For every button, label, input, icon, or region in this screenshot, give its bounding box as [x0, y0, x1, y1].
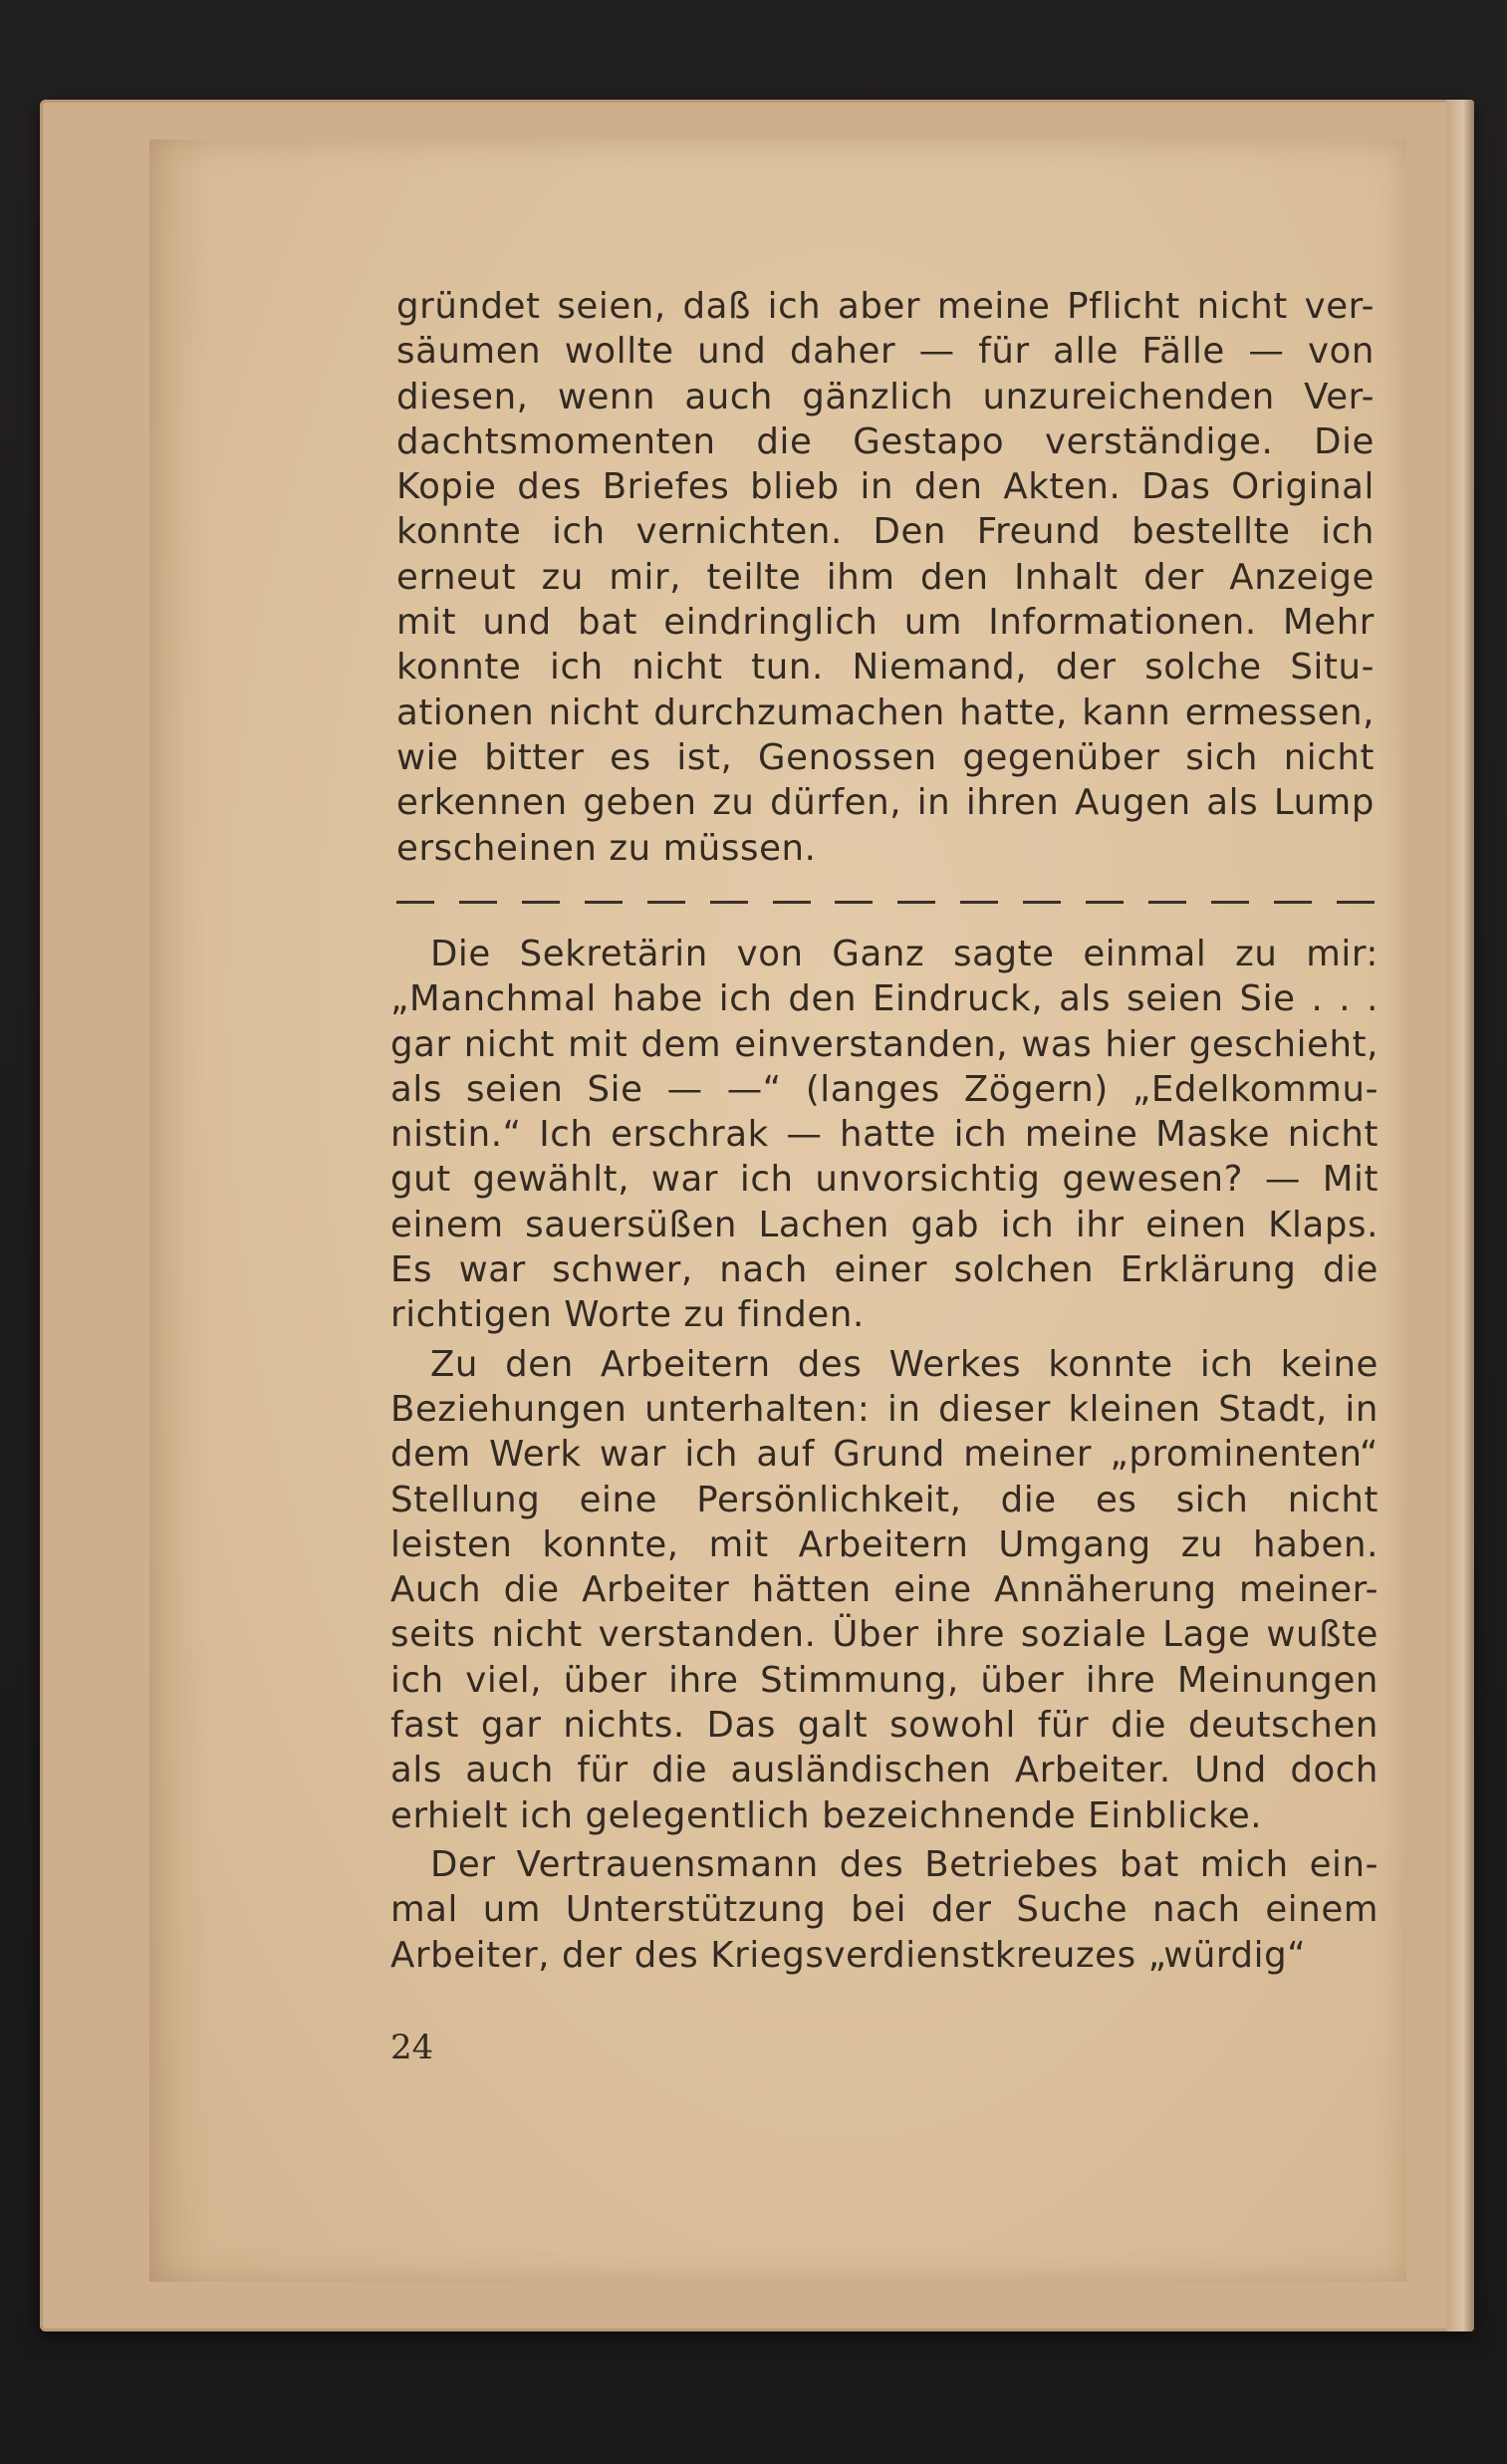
page-number: 24 [390, 2028, 434, 2067]
text-line: als auch für die ausländischen Arbeiter. Und doch [390, 1750, 1379, 1791]
text-line: richtigen Worte zu finden. [390, 1294, 865, 1336]
text-line: Es war schwer, nach einer solchen Erklärung die [390, 1249, 1379, 1291]
text-line: nistin.“ Ich erschrak — hatte ich meine Maske nicht [390, 1114, 1379, 1156]
text-line: ich viel, über ihre Stimmung, über ihre Meinungen [390, 1659, 1379, 1701]
separator-dash [647, 901, 685, 904]
book-spine-edge [1446, 100, 1474, 2331]
text-line: erhielt ich gelegentlich bezeichnende Einblicke. [390, 1794, 1263, 1836]
text-line: Arbeiter, der des Kriegsverdienstkreuzes „würdig“ [390, 1934, 1307, 1976]
text-line: erscheinen zu müssen. [396, 827, 817, 869]
text-line: fast gar nichts. Das galt sowohl für die deutschen [390, 1705, 1379, 1747]
separator-dash [459, 901, 497, 904]
text-line: konnte ich nicht tun. Niemand, der solche Situ- [396, 647, 1375, 688]
text-line: diesen, wenn auch gänzlich unzureichenden Ver- [396, 376, 1375, 417]
paragraph-2-lines [390, 932, 1379, 1338]
text-line: wie bitter es ist, Genossen gegenüber sich nicht [396, 736, 1375, 778]
paragraph-1-lines [396, 284, 1375, 871]
separator-dash [585, 901, 623, 904]
paragraph-4-lines [390, 1842, 1379, 1978]
separator-dash [897, 901, 935, 904]
text-line: säumen wollte und daher — für alle Fälle — von [396, 331, 1375, 373]
text-line: gar nicht mit dem einverstanden, was hier geschieht, [390, 1023, 1379, 1065]
separator-dash [773, 901, 811, 904]
text-line: Der Vertrauensmann des Betriebes bat mich ein- [430, 1843, 1379, 1885]
text-line: leisten konnte, mit Arbeitern Umgang zu haben. [390, 1523, 1379, 1565]
paragraph-2 [390, 932, 1379, 1978]
text-line: „Manchmal habe ich den Eindruck, als seien Sie . . . [390, 978, 1379, 1020]
text-line: einem sauersüßen Lachen gab ich ihr einen Klaps. [390, 1204, 1379, 1245]
separator-dash [1086, 901, 1124, 904]
paragraph-3-lines [390, 1342, 1379, 1838]
separator-dash [1274, 901, 1312, 904]
section-separator [396, 892, 1375, 912]
text-line: dem Werk war ich auf Grund meiner „prominenten“ [390, 1434, 1379, 1476]
separator-dash [1023, 901, 1061, 904]
text-line: erkennen geben zu dürfen, in ihren Augen als Lump [396, 782, 1375, 824]
text-line: gut gewählt, war ich unvorsichtig gewesen? — Mit [390, 1159, 1379, 1201]
separator-dash [522, 901, 560, 904]
text-line: dachtsmomenten die Gestapo verständige. Die [396, 420, 1375, 462]
text-line: als seien Sie — —“ (langes Zögern) „Edelkommu- [390, 1068, 1379, 1110]
separator-dash [710, 901, 748, 904]
text-line: ationen nicht durchzumachen hatte, kann ermessen, [396, 691, 1375, 733]
text-line: Zu den Arbeitern des Werkes konnte ich keine [430, 1343, 1379, 1385]
text-line: Kopie des Briefes blieb in den Akten. Das Original [396, 466, 1375, 508]
text-line: Stellung eine Persönlichkeit, die es sich nicht [390, 1479, 1379, 1520]
text-line: mal um Unterstützung bei der Suche nach einem [390, 1889, 1379, 1931]
separator-dash [960, 901, 998, 904]
separator-dash [1148, 901, 1186, 904]
text-line: seits nicht verstanden. Über ihre soziale Lage wußte [390, 1614, 1379, 1656]
text-line: konnte ich vernichten. Den Freund bestellte ich [396, 511, 1375, 553]
page-gutter-shadow [149, 139, 209, 2282]
separator-dash [1211, 901, 1249, 904]
text-line: Beziehungen unterhalten: in dieser kleinen Stadt, in [390, 1388, 1379, 1430]
text-line: Die Sekretärin von Ganz sagte einmal zu mir: [430, 934, 1379, 974]
text-line: Auch die Arbeiter hätten eine Annäherung meiner- [390, 1569, 1379, 1611]
text-line: erneut zu mir, teilte ihm den Inhalt der Anzeige [396, 556, 1375, 598]
separator-dash [396, 901, 434, 904]
paragraph-1 [396, 284, 1375, 871]
separator-dash [835, 901, 873, 904]
text-line: mit und bat eindringlich um Informationen. Mehr [396, 602, 1375, 644]
text-line: gründet seien, daß ich aber meine Pflicht nicht ver- [396, 286, 1375, 327]
separator-dash [1337, 901, 1375, 904]
